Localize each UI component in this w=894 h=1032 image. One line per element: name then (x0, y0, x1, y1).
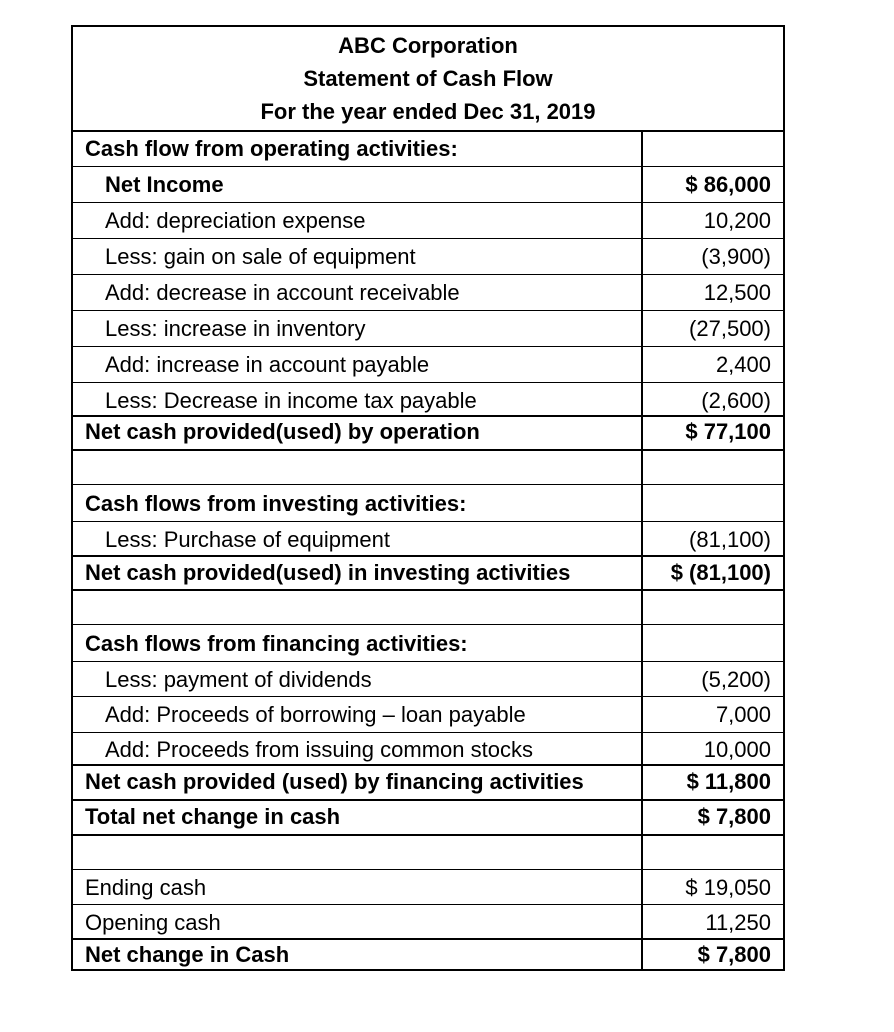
row-divider (73, 589, 783, 591)
opening-cash-value: 11,250 (705, 910, 771, 935)
investing-heading: Cash flows from investing activities: (85, 491, 467, 516)
total-change-row (73, 799, 783, 834)
row-label: Add: Proceeds from issuing common stocks (105, 737, 533, 762)
row-value: 2,400 (715, 352, 771, 377)
table-row (73, 522, 783, 557)
row-divider (73, 449, 783, 451)
net-change-label: Net change in Cash (85, 942, 290, 967)
row-label: Add: increase in account payable (105, 352, 430, 377)
operating-heading: Cash flow from operating activities: (85, 136, 458, 161)
table-row (73, 167, 783, 202)
table-row (73, 732, 783, 767)
row-value: 10,000 (703, 737, 771, 762)
row-value: 12,500 (703, 280, 771, 305)
row-label: Add: depreciation expense (105, 208, 366, 233)
financing-total-value: $ 11,800 (686, 769, 771, 794)
row-divider (73, 624, 783, 625)
row-value: (5,200) (701, 667, 771, 692)
investing-total-value: $ (81,100) (670, 560, 771, 585)
operating-total-label: Net cash provided(used) by operation (85, 419, 480, 444)
row-label: Less: increase in inventory (105, 316, 366, 341)
net-change-value: $ 7,800 (697, 942, 771, 967)
operating-total-row (73, 414, 783, 449)
net-income-value: $ 86,000 (685, 172, 771, 197)
table-row (73, 697, 783, 732)
operating-total-value: $ 77,100 (685, 419, 771, 444)
table-row (73, 347, 783, 382)
statement-title: Statement of Cash Flow (303, 66, 553, 91)
row-value: (3,900) (701, 244, 771, 269)
ending-cash-value: $ 19,050 (685, 875, 771, 900)
table-row (73, 311, 783, 346)
investing-total-label: Net cash provided(used) in investing activities (85, 560, 571, 585)
row-label: Less: Decrease in income tax payable (105, 388, 477, 413)
row-value: 10,200 (703, 208, 771, 233)
net-income-label: Net Income (105, 172, 224, 197)
table-row (73, 239, 783, 274)
table-row (73, 383, 783, 418)
table-row (73, 905, 783, 940)
financing-heading-row (73, 626, 783, 661)
total-change-value: $ 7,800 (697, 804, 771, 829)
financing-total-label: Net cash provided (used) by financing activities (85, 769, 584, 794)
ending-cash-label: Ending cash (85, 875, 207, 900)
row-value: (27,500) (689, 316, 771, 341)
row-label: Less: gain on sale of equipment (105, 244, 416, 269)
row-label: Less: payment of dividends (105, 667, 372, 692)
statement-period: For the year ended Dec 31, 2019 (260, 99, 596, 124)
investing-heading-row (73, 486, 783, 521)
row-value: (81,100) (689, 527, 771, 552)
row-label: Add: decrease in account receivable (105, 280, 460, 305)
opening-cash-label: Opening cash (85, 910, 221, 935)
company-name: ABC Corporation (338, 33, 518, 58)
investing-total-row (73, 555, 783, 590)
net-change-row (73, 937, 783, 972)
row-label: Less: Purchase of equipment (105, 527, 390, 552)
table-row (73, 203, 783, 238)
row-label: Add: Proceeds of borrowing – loan payable (105, 702, 526, 727)
table-row (73, 870, 783, 905)
row-divider (73, 834, 783, 836)
row-divider (73, 484, 783, 485)
table-row (73, 662, 783, 697)
financing-total-row (73, 764, 783, 799)
operating-heading-row (73, 131, 783, 166)
total-change-label: Total net change in cash (85, 804, 341, 829)
table-row (73, 275, 783, 310)
cash-flow-statement (71, 25, 785, 971)
row-value: (2,600) (701, 388, 771, 413)
row-value: 7,000 (715, 702, 771, 727)
financing-heading: Cash flows from financing activities: (85, 631, 468, 656)
